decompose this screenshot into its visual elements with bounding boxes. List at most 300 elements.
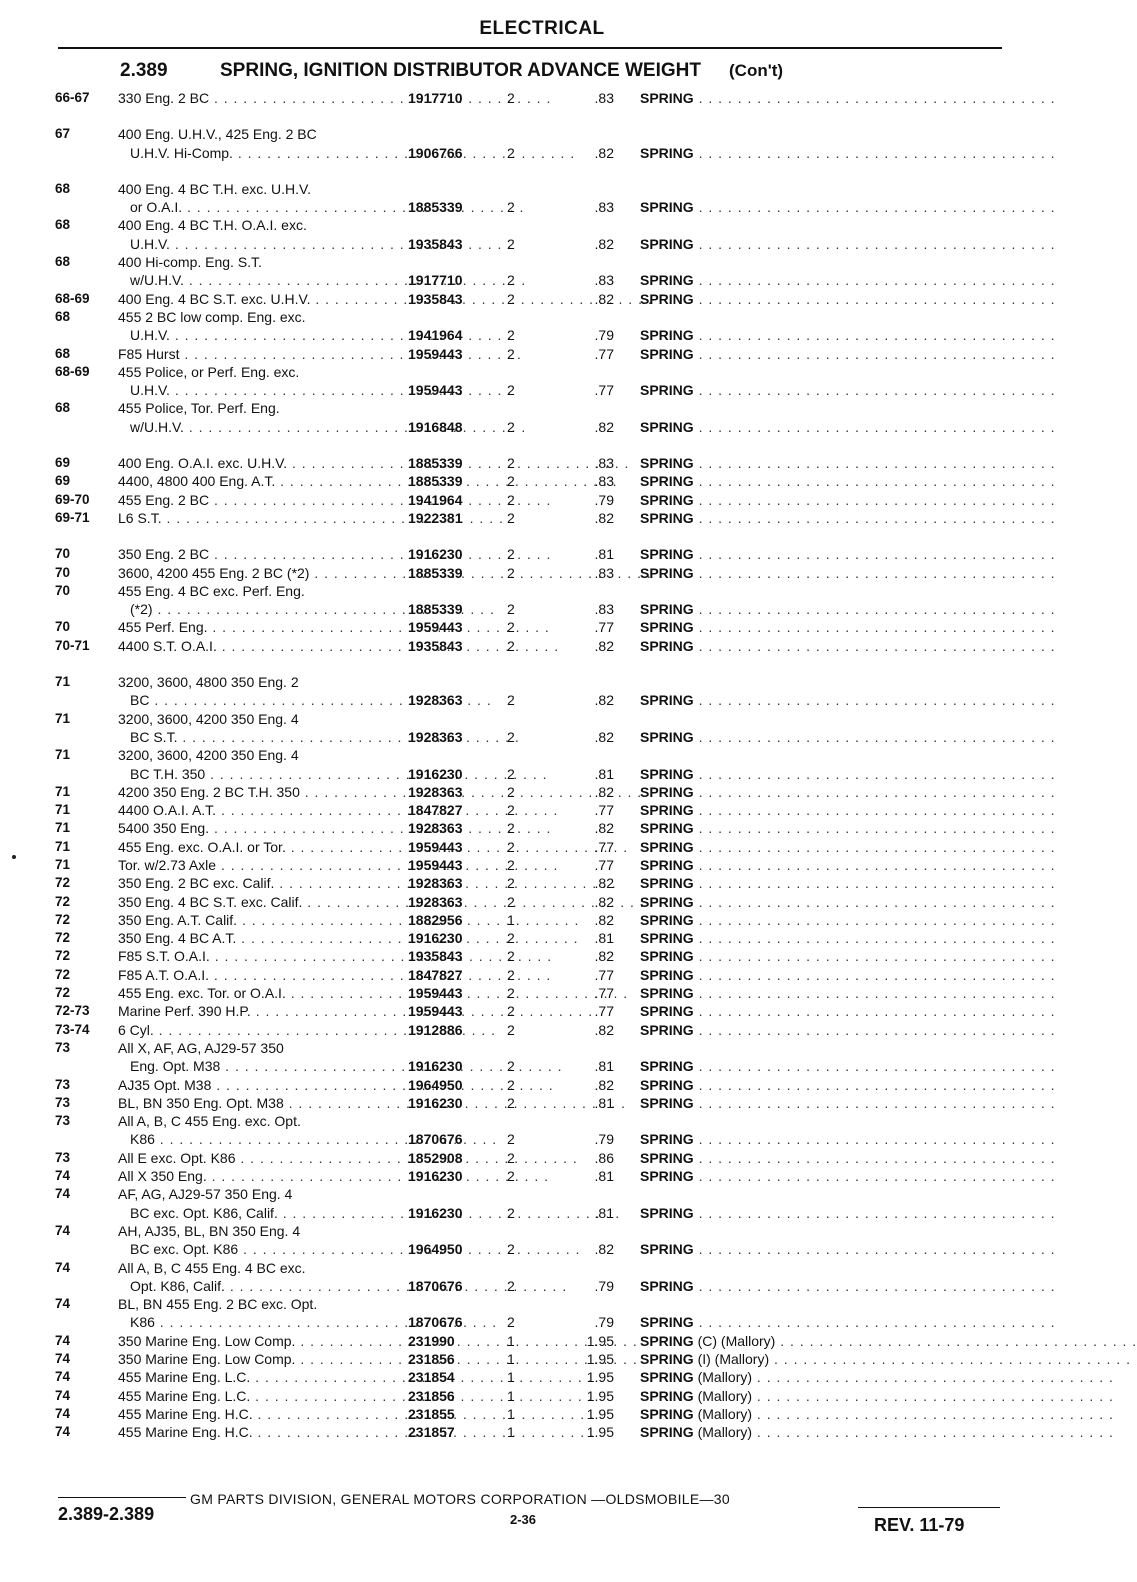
price: 1.95 [586, 1369, 614, 1386]
quantity: 2 [507, 930, 515, 947]
model-year: 71 [55, 747, 71, 763]
price: .77 [594, 985, 614, 1002]
part-name: SPRING [640, 1076, 694, 1093]
price: .81 [594, 930, 614, 947]
application-description: 455 Eng. exc. Tor. or O.A.I. . . . [118, 984, 386, 1002]
application-description: L6 S.T. . . . [118, 509, 386, 527]
quantity: 1 [507, 1387, 515, 1404]
model-year: 73 [55, 1076, 71, 1092]
row-line [0, 1313, 1084, 1331]
application-description: BL, BN 455 Eng. 2 BC exc. Opt. [118, 1296, 318, 1313]
table-row [0, 216, 1084, 253]
price: .81 [594, 1058, 614, 1075]
leader-dots: . . . . . . . . . . . . . . . . . . . . . . . . . . . . . . . . . . . . . [693, 235, 1056, 252]
price: 1.95 [586, 1405, 614, 1422]
row-line [0, 235, 1084, 253]
part-name: SPRING [640, 564, 694, 581]
price: .83 [594, 473, 614, 490]
leader-dots: . . . . . . . . . . . . . . . . . . . . . . . . . . . . . . . . . . . . . [693, 1021, 1056, 1038]
application-description: U.H.V. . . . [130, 381, 386, 399]
part-name: SPRING [640, 1277, 694, 1294]
part-name: SPRING [640, 911, 694, 928]
leader-dots: . . . . . . . . . . . . . . . . . . . . . . . . . . . . . . . . . . . . . [693, 1314, 1056, 1331]
part-number: 1916230 [408, 1094, 463, 1111]
part-number: 231856 [408, 1387, 455, 1404]
table-row [0, 856, 1084, 874]
part-name-cell [640, 819, 1056, 837]
quantity: 1 [507, 1351, 515, 1367]
application-description: BC S.T. . . . [130, 728, 386, 746]
model-year: 72-73 [55, 1003, 90, 1019]
table-row [0, 1112, 1084, 1149]
model-year: 68 [55, 308, 71, 324]
row-line [0, 491, 1084, 509]
model-year: 74 [55, 1296, 71, 1312]
part-name: SPRING [640, 455, 694, 472]
part-name: SPRING [640, 985, 694, 1002]
part-name: SPRING [640, 1168, 694, 1185]
application-description: 350 Marine Eng. Low Comp. . . . [118, 1332, 386, 1350]
application-description: All X, AF, AG, AJ29-57 350 [118, 1039, 284, 1056]
application-description: 4200 350 Eng. 2 BC T.H. 350 . . . [118, 783, 386, 801]
price: .83 [594, 199, 614, 216]
table-row [0, 545, 1084, 563]
row-line [0, 509, 1084, 527]
row-line [0, 472, 1084, 490]
part-number: 1959443 [408, 619, 463, 636]
leader-dots: . . . . . . . . . . . . . . . . . . . . . . . . . . . . . . . . . . . . . [693, 272, 1056, 289]
table-row [0, 1149, 1084, 1167]
table-row [0, 1405, 1114, 1423]
part-number: 1928363 [408, 783, 463, 800]
row-line [0, 454, 1084, 472]
application-description: U.H.V. . . . [130, 326, 386, 344]
part-number: 1847827 [408, 966, 463, 983]
row-line [0, 1222, 1084, 1240]
price: .77 [594, 802, 614, 819]
part-name: SPRING [640, 875, 694, 892]
price: .83 [594, 601, 614, 618]
table-row [0, 874, 1084, 892]
quantity: 1 [507, 1369, 515, 1386]
part-number: 1922381 [408, 509, 463, 526]
part-name-cell [640, 1277, 1056, 1295]
leader-dots: . . . . . . . . . . . . . . . . . . . . . . . . . . . . . . . . . . . . . [693, 473, 1056, 490]
part-name-cell [640, 381, 1056, 399]
part-name: SPRING [640, 1332, 694, 1349]
model-year: 68 [55, 254, 71, 270]
table-row [0, 180, 1084, 217]
leader-dots: . . . . . . . . . . . . . . . . . . . . . . . . . . . . . . . . . . . . . [693, 90, 1056, 106]
table-row [0, 984, 1084, 1002]
part-name-cell [640, 984, 1056, 1002]
part-name-cell [640, 893, 1056, 911]
price: .81 [594, 765, 614, 782]
quantity: 2 [507, 838, 515, 855]
part-name-cell [640, 1002, 1056, 1020]
part-number: 1935843 [408, 290, 463, 307]
price: .79 [594, 327, 614, 344]
application-description: w/U.H.V. . . . [130, 271, 386, 289]
row-line [0, 271, 1084, 289]
quantity: 2 [507, 619, 515, 636]
quantity: 2 [507, 692, 515, 709]
leader-dots: . . . . . . . . . . . . . . . . . . . . . . . . . . . . . . . . . . . . . [693, 875, 1056, 892]
row-line [0, 1259, 1084, 1277]
part-name: SPRING [640, 1405, 694, 1422]
quantity: 2 [507, 1241, 515, 1258]
application-description: Opt. K86, Calif. . . . [130, 1277, 386, 1295]
quantity: 2 [507, 728, 515, 745]
part-name: SPRING [640, 966, 694, 983]
table-row [0, 509, 1084, 527]
application-description: 350 Eng. A.T. Calif. . . . [118, 911, 386, 929]
row-line [0, 911, 1084, 929]
quantity: 2 [507, 948, 515, 965]
price: .77 [594, 838, 614, 855]
row-line [0, 1130, 1084, 1148]
table-row [0, 1350, 1131, 1368]
table-row [0, 1039, 1084, 1076]
row-line [0, 966, 1084, 984]
table-row [0, 1021, 1084, 1039]
row-line [0, 929, 1084, 947]
leader-dots: . . . . . . . . . . . . . . . . . . . . . . . . . . . . . . . . . . . . . [693, 491, 1056, 508]
price: .81 [594, 546, 614, 563]
quantity: 2 [507, 1076, 515, 1093]
table-row [0, 491, 1084, 509]
model-year: 74 [55, 1405, 71, 1421]
row-line [0, 1405, 1114, 1423]
application-description: 4400 S.T. O.A.I. . . . [118, 637, 386, 655]
row-line [0, 1039, 1084, 1057]
table-row [0, 582, 1084, 619]
group-title: SPRING, IGNITION DISTRIBUTOR ADVANCE WEIGHT [220, 60, 701, 81]
price: .82 [594, 418, 614, 435]
application-description: 400 Eng. 4 BC S.T. exc. U.H.V. . . . [118, 290, 386, 308]
quantity: 2 [507, 90, 515, 106]
table-row [0, 911, 1084, 929]
part-name-cell [640, 144, 1056, 162]
price: .82 [594, 948, 614, 965]
application-description: w/U.H.V. . . . [130, 418, 386, 436]
price: .83 [594, 272, 614, 289]
quantity: 2 [507, 875, 515, 892]
part-number: 1928363 [408, 820, 463, 837]
part-name: SPRING [640, 1149, 694, 1166]
price: .77 [594, 856, 614, 873]
model-year: 74 [55, 1424, 71, 1440]
row-line [0, 637, 1084, 655]
footer-range: 2.389-2.389 [58, 1504, 155, 1524]
model-year: 74 [55, 1369, 71, 1385]
model-year: 71 [55, 710, 71, 726]
part-name: SPRING [640, 1314, 694, 1331]
part-name-cell [640, 1313, 1056, 1331]
model-year: 69-70 [55, 491, 90, 507]
part-name-cell [640, 491, 1056, 509]
part-name: SPRING [640, 546, 694, 563]
part-name-cell [640, 345, 1056, 363]
price: .82 [594, 1241, 614, 1258]
part-number: 231855 [408, 1405, 455, 1422]
part-name: SPRING [640, 802, 694, 819]
application-description: All A, B, C 455 Eng. 4 BC exc. [118, 1259, 306, 1276]
model-year: 70 [55, 564, 71, 580]
table-row [0, 1295, 1084, 1332]
leader-dots: . . . . . . . . . . . . . . . . . . . . . . . . . . . . . . . . . . . . . [693, 802, 1056, 819]
application-description: All E exc. Opt. K86 . . . [118, 1149, 386, 1167]
table-row [0, 125, 1084, 162]
part-number: 1959443 [408, 838, 463, 855]
row-line [0, 564, 1084, 582]
application-description: 3200, 3600, 4200 350 Eng. 4 [118, 747, 299, 764]
application-description: 455 Eng. 4 BC exc. Perf. Eng. [118, 582, 305, 599]
part-name-cell [640, 783, 1056, 801]
quantity: 2 [507, 1131, 515, 1148]
row-line [0, 819, 1084, 837]
part-name-cell [640, 874, 1056, 892]
part-name: SPRING [640, 765, 694, 782]
quantity: 2 [507, 455, 515, 472]
quantity: 2 [507, 1204, 515, 1221]
leader-dots: . . . . . . . . . . . . . . . . . . . . . . . . . . . . . . . . . . . . . [693, 820, 1056, 837]
leader-dots: . . . . . . . . . . . . . . . . . . . . . . . . . . . . . . . . . . . . . [693, 838, 1056, 855]
part-name: SPRING [640, 1351, 694, 1367]
part-name-cell [640, 1240, 1056, 1258]
row-line [0, 618, 1084, 636]
part-name-cell [640, 1149, 1056, 1167]
application-description: 455 2 BC low comp. Eng. exc. [118, 308, 306, 325]
leader-dots: . . . . . . . . . . . . . . . . . . . . . . . . . . . . . . . . . . . . . [693, 783, 1056, 800]
part-name-cell [640, 472, 1056, 490]
part-number: 1885339 [408, 199, 463, 216]
application-description: or O.A.I. . . . [130, 198, 386, 216]
table-row [0, 966, 1084, 984]
part-name-cell [640, 618, 1056, 636]
part-name: SPRING [640, 820, 694, 837]
table-row [0, 929, 1084, 947]
application-description: 455 Eng. exc. O.A.I. or Tor. . . . [118, 838, 386, 856]
part-note: (Mallory) [697, 1387, 753, 1404]
table-row [0, 1332, 1137, 1350]
part-name: SPRING [640, 1021, 694, 1038]
application-description: 5400 350 Eng. . . . [118, 819, 386, 837]
leader-dots: . . . . . . . . . . . . . . . . . . . . . . . . . . . . . . . . . . . . . [693, 509, 1056, 526]
application-description: All A, B, C 455 Eng. exc. Opt. [118, 1113, 301, 1130]
price: .83 [594, 564, 614, 581]
model-year: 68 [55, 345, 71, 361]
price: .77 [594, 1003, 614, 1020]
part-note: (Mallory) [697, 1405, 753, 1422]
model-year: 69 [55, 455, 71, 471]
quantity: 2 [507, 144, 515, 161]
model-year: 69-71 [55, 509, 90, 525]
leader-dots: . . . . . . . . . . . . . . . . . . . . . . . . . . . . . . . . . . . . . [693, 418, 1056, 435]
application-description: 3200, 3600, 4200 350 Eng. 4 [118, 710, 299, 727]
model-year: 74 [55, 1186, 71, 1202]
row-line [0, 691, 1084, 709]
leader-dots: . . . . . . . . . . . . . . . . . . . . . . . . . . . . . . . . . . . . . [693, 911, 1056, 928]
row-line [0, 801, 1084, 819]
table-row [0, 710, 1084, 747]
row-line [0, 89, 1084, 107]
leader-dots: . . . . . . . . . . . . . . . . . . . . . . . . . . . . . . . . . . . . . [693, 601, 1056, 618]
part-number: 1959443 [408, 382, 463, 399]
price: .82 [594, 1076, 614, 1093]
row-line [0, 765, 1084, 783]
application-description: (*2) . . . [130, 600, 386, 618]
model-year: 68-69 [55, 363, 90, 379]
part-name-cell [640, 1094, 1056, 1112]
part-name-cell [640, 545, 1056, 563]
part-number: 1941964 [408, 327, 463, 344]
part-note: (Mallory) [697, 1424, 753, 1441]
quantity: 2 [507, 601, 515, 618]
part-name-cell [640, 765, 1056, 783]
row-line [0, 326, 1084, 344]
leader-dots: . . . . . . . . . . . . . . . . . . . . . . . . . . . . . . . . . . . . . [693, 728, 1056, 745]
model-year: 68 [55, 400, 71, 416]
part-name: SPRING [640, 601, 694, 618]
quantity: 1 [507, 1332, 515, 1349]
application-description: 350 Marine Eng. Low Comp. . . . [118, 1350, 386, 1368]
application-description: 4400 O.A.I. A.T. . . . [118, 801, 386, 819]
leader-dots: . . . . . . . . . . . . . . . . . . . . . . . . . . . . . . . . . . . . . [693, 564, 1056, 581]
quantity: 2 [507, 564, 515, 581]
quantity: 2 [507, 820, 515, 837]
part-name-cell [640, 454, 1056, 472]
row-line [0, 1332, 1137, 1350]
part-name-cell [640, 271, 1056, 289]
part-number: 1959443 [408, 985, 463, 1002]
part-note: (I) (Mallory) [697, 1351, 770, 1367]
price: .82 [594, 728, 614, 745]
part-name-cell [640, 198, 1056, 216]
model-year: 71 [55, 856, 71, 872]
price: .82 [594, 783, 614, 800]
model-year: 68 [55, 217, 71, 233]
part-name: SPRING [640, 637, 694, 654]
application-description: AH, AJ35, BL, BN 350 Eng. 4 [118, 1222, 301, 1239]
part-number: 231856 [408, 1351, 455, 1367]
application-description: AJ35 Opt. M38 . . . [118, 1076, 386, 1094]
price: .81 [594, 1204, 614, 1221]
table-row [0, 1185, 1084, 1222]
part-number: 1912886 [408, 1021, 463, 1038]
part-number: 1847827 [408, 802, 463, 819]
application-description: 400 Eng. 4 BC T.H. exc. U.H.V. [118, 180, 311, 197]
part-name-cell [640, 1204, 1056, 1222]
quantity: 2 [507, 418, 515, 435]
part-name: SPRING [640, 382, 694, 399]
footer-revision: REV. 11-79 [874, 1515, 965, 1535]
part-number: 1964950 [408, 1076, 463, 1093]
application-description: U.H.V. . . . [130, 235, 386, 253]
table-row [0, 819, 1084, 837]
part-name-cell [640, 89, 1056, 107]
part-name: SPRING [640, 1094, 694, 1111]
model-year: 74 [55, 1222, 71, 1238]
part-number: 1885339 [408, 473, 463, 490]
application-description: 400 Eng. O.A.I. exc. U.H.V. . . . [118, 454, 386, 472]
quantity: 2 [507, 1314, 515, 1331]
leader-dots: . . . . . . . . . . . . . . . . . . . . . . . . . . . . . . . . . . . . . [693, 985, 1056, 1002]
row-line [0, 1387, 1114, 1405]
part-name-cell [640, 966, 1056, 984]
application-description: 330 Eng. 2 BC . . . [118, 89, 386, 107]
table-row [0, 1259, 1084, 1296]
leader-dots: . . . . . . . . . . . . . . . . . . . . . . . . . . . . . . . . . . . . . [693, 619, 1056, 636]
row-line [0, 1277, 1084, 1295]
part-name-cell [640, 929, 1056, 947]
quantity: 2 [507, 1058, 515, 1075]
quantity: 1 [507, 911, 515, 928]
part-number: 1964950 [408, 1241, 463, 1258]
part-name-cell [640, 1387, 1114, 1405]
continued-label: (Con't) [729, 61, 784, 80]
part-number: 1935843 [408, 637, 463, 654]
leader-dots: . . . . . . . . . . . . . . . . . . . . . . . . . . . . . . . . . . . . . [693, 930, 1056, 947]
row-line [0, 838, 1084, 856]
model-year: 74 [55, 1351, 71, 1366]
part-number: 1935843 [408, 235, 463, 252]
application-description: AF, AG, AJ29-57 350 Eng. 4 [118, 1186, 293, 1203]
quantity: 2 [507, 1168, 515, 1185]
price: .82 [594, 692, 614, 709]
model-year: 71 [55, 674, 71, 690]
part-number: 1916848 [408, 418, 463, 435]
application-description: 455 Marine Eng. H.C. . . . [118, 1405, 386, 1423]
quantity: 2 [507, 1021, 515, 1038]
application-description: 455 Police, or Perf. Eng. exc. [118, 363, 300, 380]
quantity: 2 [507, 473, 515, 490]
leader-dots: . . . . . . . . . . . . . . . . . . . . . . . . . . . . . . . . . . . . . [752, 1424, 1114, 1441]
table-row [0, 454, 1084, 472]
part-note: (Mallory) [697, 1369, 753, 1386]
leader-dots: . . . . . . . . . . . . . . . . . . . . . . . . . . . . . . . . . . . . . [693, 290, 1056, 307]
part-name: SPRING [640, 783, 694, 800]
table-row [0, 1167, 1084, 1185]
application-description: 350 Eng. 2 BC . . . [118, 545, 386, 563]
row-line [0, 381, 1084, 399]
group-number: 2.389 [120, 60, 168, 81]
part-name: SPRING [640, 491, 694, 508]
row-line [0, 216, 1084, 234]
group-heading [120, 60, 1020, 82]
table-row [0, 1423, 1114, 1441]
part-name-cell [640, 1423, 1114, 1441]
row-line [0, 893, 1084, 911]
application-description: 400 Hi-comp. Eng. S.T. [118, 254, 262, 271]
table-row [0, 746, 1084, 783]
table-row [0, 893, 1084, 911]
application-description: U.H.V. Hi-Comp. . . . [130, 144, 386, 162]
part-number: 231857 [408, 1424, 455, 1441]
part-name: SPRING [640, 1131, 694, 1148]
application-description: 350 Eng. 4 BC A.T. . . . [118, 929, 386, 947]
row-line [0, 1423, 1114, 1441]
leader-dots: . . . . . . . . . . . . . . . . . . . . . . . . . . . . . . . . . . . . . [693, 382, 1056, 399]
part-number: 1941964 [408, 491, 463, 508]
application-description: 4400, 4800 400 Eng. A.T. . . . [118, 472, 386, 490]
application-description: 3200, 3600, 4800 350 Eng. 2 [118, 674, 299, 691]
part-number: 1928363 [408, 893, 463, 910]
price: .82 [594, 235, 614, 252]
part-name-cell [640, 637, 1056, 655]
price: .83 [594, 90, 614, 106]
price: .77 [594, 382, 614, 399]
